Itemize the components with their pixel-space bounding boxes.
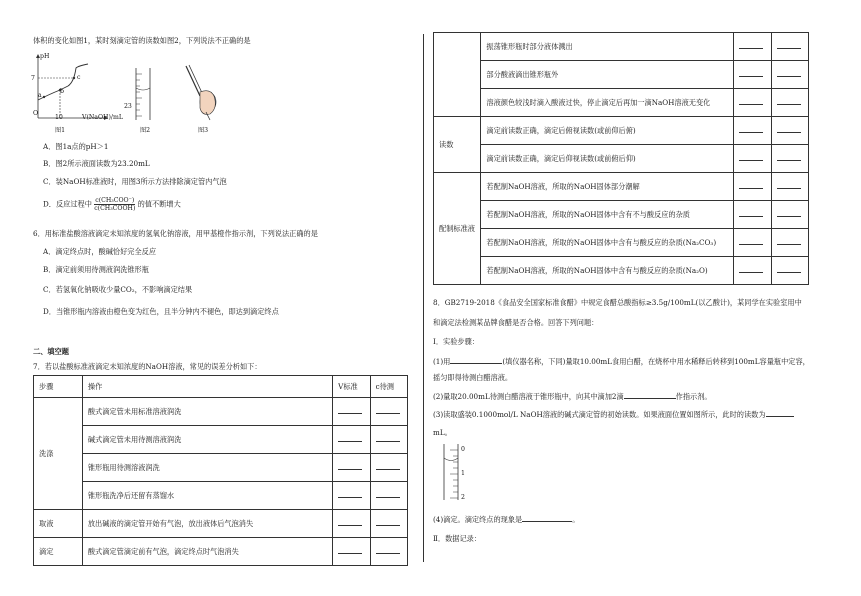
op-cell: 若配制NaOH溶液，所取的NaOH固体中含有不与酸反应的杂质 [481, 201, 734, 229]
q8-step-3 [433, 410, 794, 420]
fig1-point-a: a [38, 92, 42, 99]
answer-blank[interactable] [370, 426, 407, 454]
q5-option-a: A．图1a点的pH＞1 [43, 142, 109, 151]
q8-step-1 [433, 357, 810, 367]
op-cell: 若配制NaOH溶液，所取的NaOH固体部分潮解 [481, 173, 734, 201]
q8-s2-a: (2)量取20.00mL待测白醋溶液于锥形瓶中，向其中滴加2滴 [433, 392, 624, 401]
step-titration: 滴定 [34, 538, 83, 566]
figure-2-burette [130, 66, 160, 122]
q8-step-title: Ⅰ．实验步骤： [433, 337, 479, 346]
fig1-tick-x: 10 [55, 114, 63, 121]
q5-d-fraction [94, 197, 135, 212]
burette-tick-2: 2 [461, 494, 465, 501]
th-v-standard: V标准 [333, 376, 370, 398]
answer-blank[interactable] [333, 426, 370, 454]
step-prepare-standard: 配制标准液 [434, 173, 481, 285]
q5-option-b: B．图2所示液面读数为23.20mL [43, 159, 150, 168]
answer-blank[interactable] [370, 538, 407, 566]
fig1-point-c: c [77, 74, 81, 81]
q5-intro: 体积的变化如图1，某时刻滴定管的读数如图2，下列说法不正确的是 [33, 36, 251, 45]
endpoint-blank[interactable] [522, 521, 572, 522]
q7-intro: 7．若以盐酸标准液滴定未知浓度的NaOH溶液，常见的误差分析如下： [33, 362, 262, 371]
burette-figure [440, 442, 470, 502]
q6-option-a: A．滴定终点时，酸碱恰好完全反应 [43, 247, 157, 256]
answer-blank[interactable] [734, 61, 771, 89]
answer-blank[interactable] [333, 398, 370, 426]
q6-option-d: D．当锥形瓶内溶液由橙色变为红色，且半分钟内不褪色，即达到滴定终点 [43, 307, 279, 316]
th-c-measured: c待测 [370, 376, 407, 398]
answer-blank[interactable] [333, 510, 370, 538]
answer-blank[interactable] [333, 454, 370, 482]
fig1-tick-y: 7 [31, 75, 35, 82]
q8-s2-b: 作指示剂。 [675, 392, 712, 401]
q8-data: Ⅱ．数据记录： [433, 534, 482, 543]
q8-s4-a: (4)滴定。滴定终点的现象是 [433, 515, 523, 524]
answer-blank[interactable] [771, 257, 808, 285]
fig1-point-b: b [60, 88, 64, 95]
op-cell: 碱式滴定管未用待测溶液润洗 [82, 426, 332, 454]
answer-blank[interactable] [370, 482, 407, 510]
fig3-caption: 图3 [198, 127, 209, 134]
q8-s1-c: 摇匀即得待测白醋溶液。 [433, 373, 513, 382]
op-cell: 溶液颜色较浅时滴入酸液过快，停止滴定后再加一滴NaOH溶液无变化 [481, 89, 734, 117]
q6-option-b: B．滴定前须用待测液润洗锥形瓶 [43, 265, 149, 274]
q5-d-numerator: c(CH₃COO⁻) [95, 197, 135, 204]
step-reading: 读数 [434, 117, 481, 173]
th-step: 步骤 [34, 376, 83, 398]
error-analysis-table-right [433, 32, 809, 285]
op-cell: 若配制NaOH溶液，所取的NaOH固体中含有与酸反应的杂质(Na₂CO₃) [481, 229, 734, 257]
answer-blank[interactable] [370, 398, 407, 426]
fig1-origin: O [33, 110, 39, 117]
th-operation: 操作 [82, 376, 332, 398]
answer-blank[interactable] [333, 538, 370, 566]
figure-1-ph-curve [30, 52, 110, 122]
answer-blank[interactable] [734, 229, 771, 257]
op-cell: 振荡锥形瓶时部分液体溅出 [481, 33, 734, 61]
answer-blank[interactable] [370, 454, 407, 482]
q8-step-2 [433, 392, 712, 402]
answer-blank[interactable] [734, 33, 771, 61]
column-divider [423, 34, 424, 562]
answer-blank[interactable] [734, 89, 771, 117]
op-cell: 部分酸液滴出锥形瓶外 [481, 61, 734, 89]
error-analysis-table-left [33, 375, 408, 566]
step-titration-cont [434, 33, 481, 117]
op-cell: 酸式滴定管滴定前有气泡，滴定终点时气泡消失 [82, 538, 332, 566]
q5-d-prefix: D．反应过程中 [43, 199, 92, 209]
answer-blank[interactable] [734, 145, 771, 173]
op-cell: 锥形瓶洗净后还留有蒸馏水 [82, 482, 332, 510]
step-washing: 洗涤 [34, 398, 83, 510]
answer-blank[interactable] [734, 173, 771, 201]
op-cell: 放出碱液的滴定管开始有气泡，放出液体后气泡消失 [82, 510, 332, 538]
fig1-caption: 图1 [55, 127, 66, 134]
q8-line-1: 8．GB2719-2018《食品安全国家标准食醋》中规定食醋总酸指标≥3.5g/100mL(以乙酸计)，某同学在实验室用中 [433, 298, 802, 307]
answer-blank[interactable] [370, 510, 407, 538]
answer-blank[interactable] [734, 257, 771, 285]
q8-s3-a: (3)读取盛装0.1000mol/L NaOH溶液的碱式滴定管的初始读数。如果液面位置如图所示，此时的读数为 [433, 410, 766, 419]
answer-blank[interactable] [771, 173, 808, 201]
q6-option-c: C．若氢氧化钠吸收少量CO₂，不影响滴定结果 [43, 285, 193, 294]
op-cell: 滴定前读数正确，滴定后俯视读数(或前仰后俯) [481, 117, 734, 145]
q8-step-4 [433, 515, 579, 525]
answer-blank[interactable] [771, 145, 808, 173]
fig2-tick: 23 [124, 103, 132, 110]
answer-blank[interactable] [333, 482, 370, 510]
q5-d-denominator: c(CH₃COOH) [94, 205, 136, 212]
q6-intro: 6．用标准盐酸溶液滴定未知浓度的氢氧化钠溶液，用甲基橙作指示剂，下列说法正确的是 [33, 229, 318, 238]
q8-s4-b: 。 [572, 515, 580, 524]
q5-option-c: C．装NaOH标准液时，用图3所示方法排除滴定管内气泡 [43, 177, 227, 186]
answer-blank[interactable] [734, 117, 771, 145]
fig1-ylabel: pH [40, 53, 50, 60]
q8-s1-a: (1)用 [433, 357, 451, 366]
op-cell: 酸式滴定管未用标准溶液润洗 [82, 398, 332, 426]
q5-option-d [43, 197, 181, 212]
figure-3-bubble-removal [180, 62, 222, 122]
answer-blank[interactable] [771, 201, 808, 229]
answer-blank[interactable] [734, 201, 771, 229]
answer-blank[interactable] [771, 117, 808, 145]
answer-blank[interactable] [771, 229, 808, 257]
q8-line-2: 和滴定法检测某品牌食醋是否合格。回答下列问题： [433, 318, 599, 327]
section-title: 二、填空题 [33, 347, 69, 356]
op-cell: 若配制NaOH溶液，所取的NaOH固体中含有与酸反应的杂质(Na₂O) [481, 257, 734, 285]
reading-blank[interactable] [766, 416, 794, 417]
burette-tick-1: 1 [461, 470, 465, 477]
indicator-blank[interactable] [624, 398, 676, 399]
answer-blank[interactable] [771, 89, 808, 117]
answer-blank[interactable] [771, 33, 808, 61]
q8-s1-b: (填仪器名称，下同)量取10.00mL食用白醋，在烧杯中用水稀释后转移到100mL容量瓶中定容， [502, 357, 810, 366]
step-sampling: 取液 [34, 510, 83, 538]
burette-tick-0: 0 [461, 446, 465, 453]
op-cell: 滴定前读数正确，滴定后仰视读数(或前俯后仰) [481, 145, 734, 173]
fig1-xlabel: V(NaOH)/mL [82, 114, 123, 121]
q5-d-suffix: 的值不断增大 [137, 199, 181, 209]
answer-blank[interactable] [771, 61, 808, 89]
instrument-blank[interactable] [450, 363, 502, 364]
q8-s3-b: mL。 [433, 428, 452, 437]
fig2-caption: 图2 [140, 127, 151, 134]
op-cell: 锥形瓶用待测溶液润洗 [82, 454, 332, 482]
